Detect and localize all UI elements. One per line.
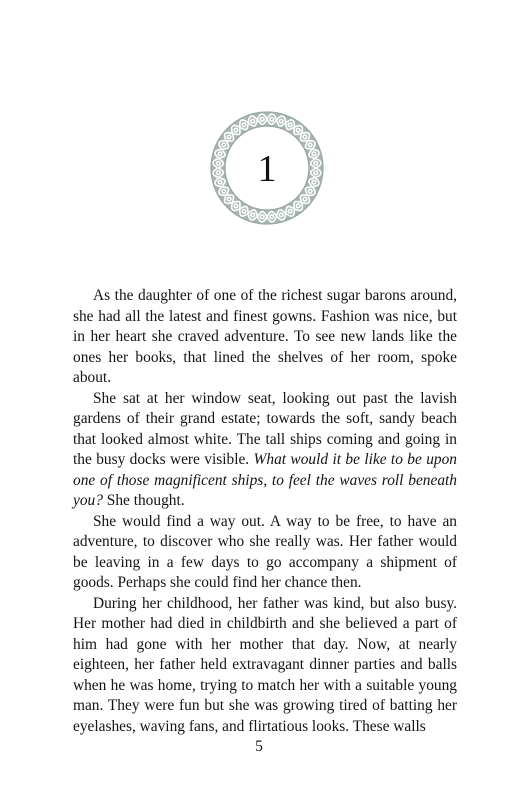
paragraph [73,389,457,512]
italic-thought: What would it be like to be upon one of those magnificent ships, to feel the waves roll beneath you? [73,451,457,509]
paragraph [73,594,457,738]
paragraph-text: As the daughter of one of the richest sugar barons around, she had all the latest and finest gowns. Fashion was nice, but in her heart she craved adventure. To see new lands like the ones her books, that lined the shelves of her room, spoke about. [73,287,457,386]
page-number: 5 [255,738,263,755]
paragraph [73,512,457,594]
paragraph-text: During her childhood, her father was kind, but also busy. Her mother had died in childbirth and she believed a part of him had gone with her mother that day. Now, at nearly eighteen, her father held extravagant dinner parties and balls when he was home, trying to match her with a suitable young man. They were fun but she was growing tired of batting her eyelashes, waving fans, and flirtatious looks. These walls [73,594,457,735]
paragraph-text: She would find a way out. A way to be free, to have an adventure, to discover who she really was. Her father would be leaving in a few days to go accompany a shipment of goods. Perhaps she could find her chance then. [73,512,457,591]
chapter-emblem [209,110,325,226]
chapter-body [73,286,457,737]
celtic-knot-ring-icon [209,110,325,226]
paragraph-text: She thought. [102,492,185,509]
paragraph-text: She sat at her window seat, looking out past the lavish gardens of their grand estate; towards the soft, sandy beach that looked almost white. The tall ships coming and going in the busy docks were visible. [73,389,457,468]
chapter-number: 1 [257,148,277,190]
paragraph [73,286,457,389]
